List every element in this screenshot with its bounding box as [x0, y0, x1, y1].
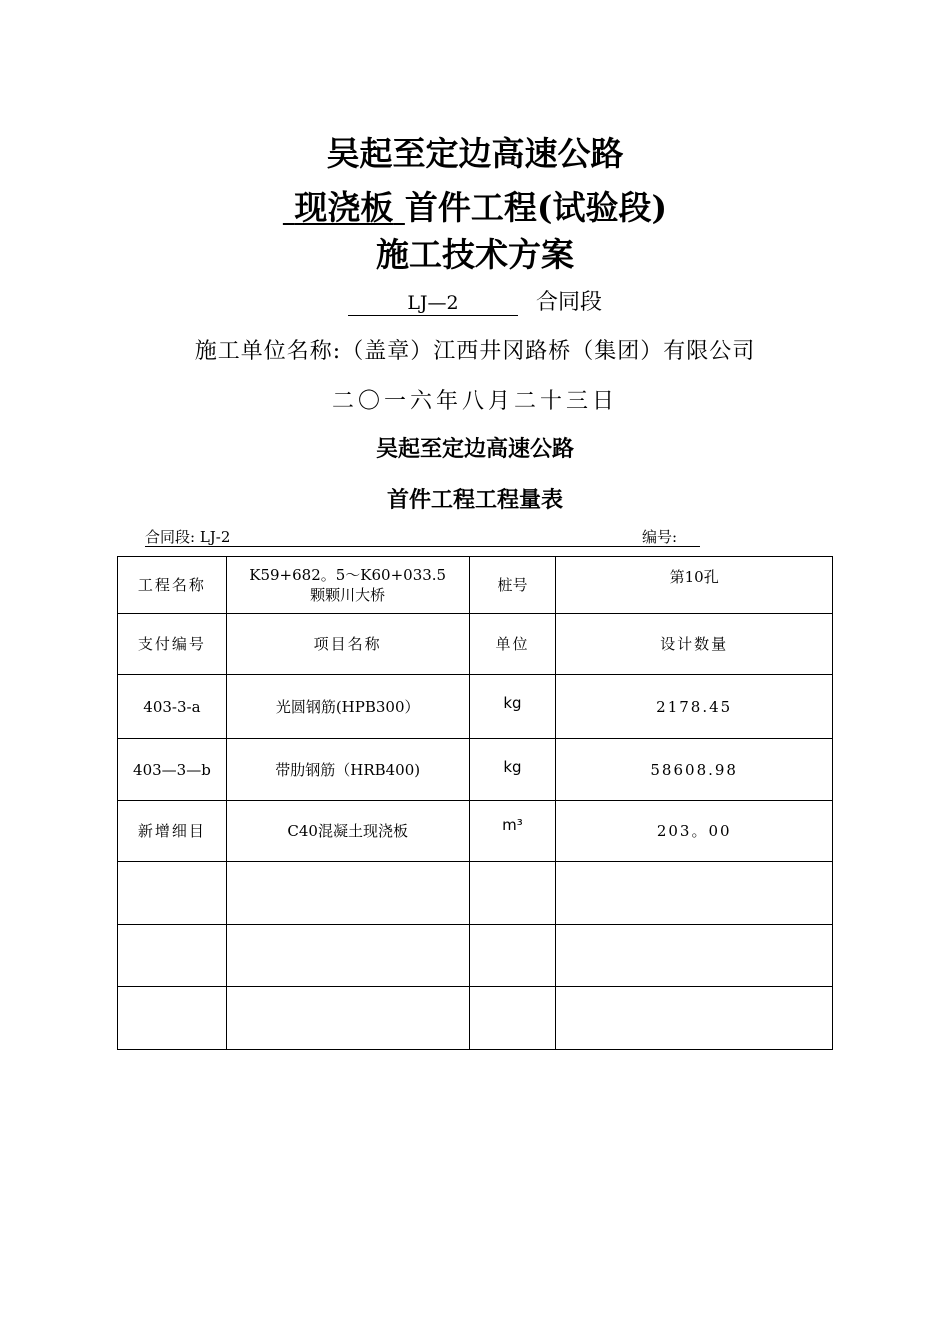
empty-cell [469, 987, 556, 1050]
empty-cell [556, 987, 833, 1050]
contract-suffix: 合同段 [535, 290, 602, 315]
table-row [118, 739, 833, 801]
table-row-empty [118, 925, 833, 987]
contract-code: LJ—2 [348, 291, 518, 316]
empty-cell [118, 925, 227, 987]
work-item-name: 现浇板 [294, 188, 394, 227]
row-unit: kg [469, 739, 556, 801]
table-header-row [118, 614, 833, 675]
project-name-label: 工程名称 [118, 557, 227, 614]
row-code: 新增细目 [118, 801, 227, 862]
row-unit: kg [469, 675, 556, 739]
first-work-title [0, 182, 950, 229]
project-name-value-line2: 颗颗川大桥 [310, 586, 386, 604]
row-code: 403-3-a [118, 675, 227, 739]
pile-label: 桩号 [469, 557, 556, 614]
table-row [118, 675, 833, 739]
number-label: 编号: [642, 528, 678, 546]
project-title: 吴起至定边高速公路 [326, 134, 624, 173]
header-design-qty: 设计数量 [556, 614, 833, 675]
empty-cell [226, 925, 469, 987]
table-row [118, 801, 833, 862]
project-name-value-line1: K59+682。5～K60+033.5 [249, 566, 447, 584]
plan-title: 施工技术方案 [376, 235, 574, 274]
pile-value: 第10孔 [556, 557, 833, 614]
table-project-title: 吴起至定边高速公路 [375, 436, 574, 462]
row-qty: 58608.98 [556, 739, 833, 801]
row-item-name: 光圆钢筋(HPB300） [226, 675, 469, 739]
contract-label: 合同段: LJ-2 [145, 528, 231, 546]
first-work-suffix: 首件工程(试验段) [404, 188, 668, 227]
row-qty: 2178.45 [556, 675, 833, 739]
row-code: 403—3—b [118, 739, 227, 801]
empty-cell [469, 925, 556, 987]
empty-cell [118, 862, 227, 925]
project-name-value [226, 557, 469, 614]
quantity-table [117, 556, 833, 1050]
row-item-name: C40混凝土现浇板 [226, 801, 469, 862]
construction-unit-line: 施工单位名称:（盖章）江西井冈路桥（集团）有限公司 [194, 339, 756, 364]
quantity-table-title: 首件工程工程量表 [386, 487, 563, 513]
date-line: 二〇一六年八月二十三日 [331, 389, 618, 414]
header-payment-code: 支付编号 [118, 614, 227, 675]
empty-cell [226, 987, 469, 1050]
row-unit: m³ [469, 801, 556, 862]
contract-section-line [0, 285, 950, 316]
table-row-empty [118, 987, 833, 1050]
header-item-name: 项目名称 [226, 614, 469, 675]
empty-cell [556, 925, 833, 987]
row-item-name: 带肋钢筋（HRB400) [226, 739, 469, 801]
table-row-project [118, 557, 833, 614]
header-unit: 单位 [469, 614, 556, 675]
empty-cell [556, 862, 833, 925]
empty-cell [469, 862, 556, 925]
empty-cell [118, 987, 227, 1050]
empty-cell [226, 862, 469, 925]
table-row-empty [118, 862, 833, 925]
table-meta-row [145, 524, 700, 547]
row-qty: 203。00 [556, 801, 833, 862]
